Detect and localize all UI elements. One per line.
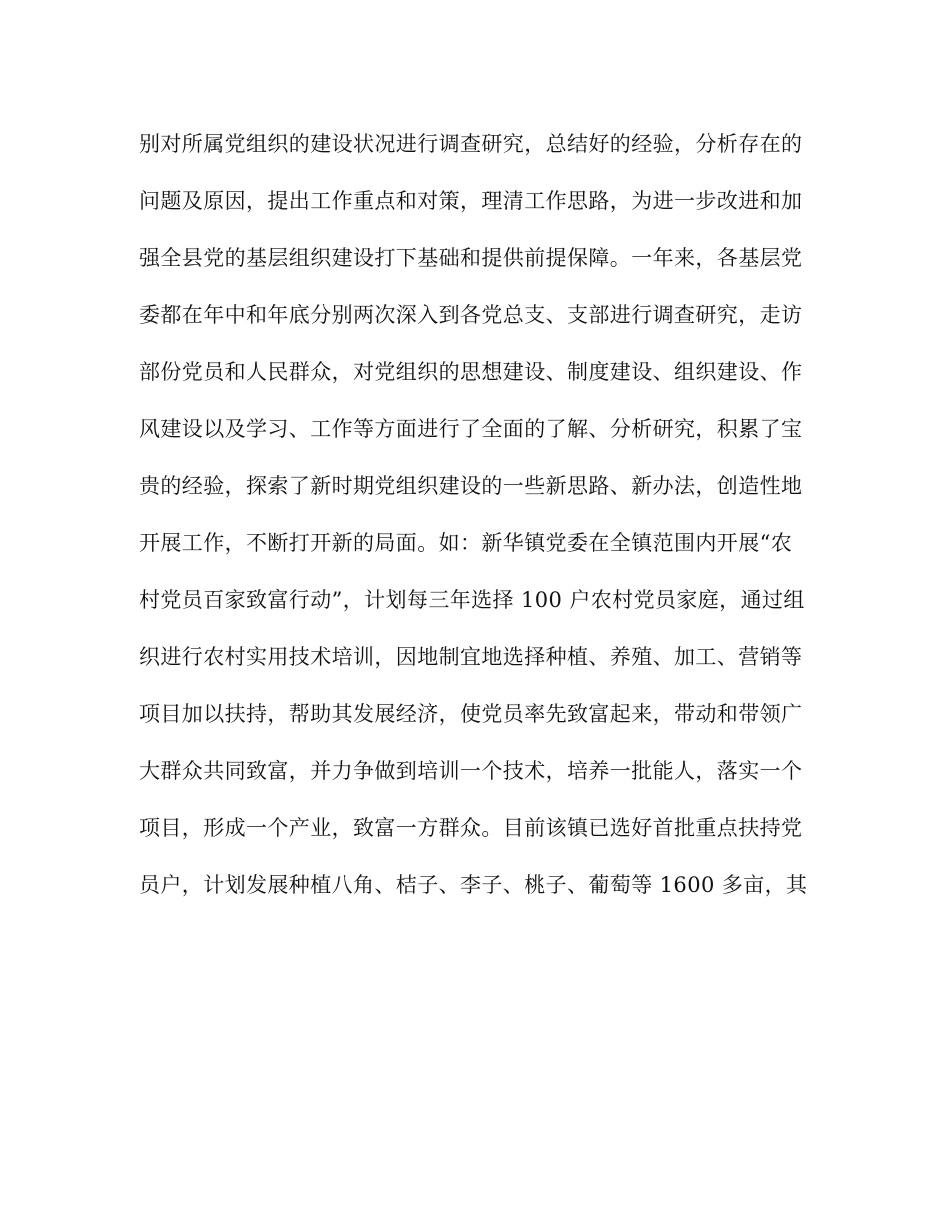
- text-line: 强全县党的基层组织建设打下基础和提供前提保障。一年来，各基层党: [139, 246, 803, 270]
- text-line: 风建设以及学习、工作等方面进行了全面的了解、分析研究，积累了宝: [139, 417, 803, 441]
- text-line: 贵的经验，探索了新时期党组织建设的一些新思路、新办法，创造性地: [139, 474, 803, 498]
- text-line: 别对所属党组织的建设状况进行调查研究，总结好的经验，分析存在的: [139, 132, 803, 156]
- text-line: 大群众共同致富，并力争做到培训一个技术，培养一批能人，落实一个: [139, 759, 803, 783]
- text-line: 开展工作，不断打开新的局面。如：新华镇党委在全镇范围内开展“农: [139, 531, 793, 555]
- text-line: 问题及原因，提出工作重点和对策，理清工作思路，为进一步改进和加: [139, 189, 803, 213]
- text-line: 员户，计划发展种植八角、桔子、李子、桃子、葡萄等 1600 多亩，其: [139, 873, 808, 897]
- text-line: 委都在年中和年底分别两次深入到各党总支、支部进行调查研究，走访: [139, 303, 803, 327]
- text-line: 项目，形成一个产业，致富一方群众。目前该镇已选好首批重点扶持党: [139, 816, 803, 840]
- body-text: [139, 126, 819, 924]
- text-line: 村党员百家致富行动”，计划每三年选择 100 户农村党员家庭，通过组: [139, 588, 805, 612]
- text-line: 部份党员和人民群众，对党组织的思想建设、制度建设、组织建设、作: [139, 360, 803, 384]
- text-line: 项目加以扶持，帮助其发展经济，使党员率先致富起来，带动和带领广: [139, 702, 803, 726]
- text-line: 织进行农村实用技术培训，因地制宜地选择种植、养殖、加工、营销等: [139, 645, 803, 669]
